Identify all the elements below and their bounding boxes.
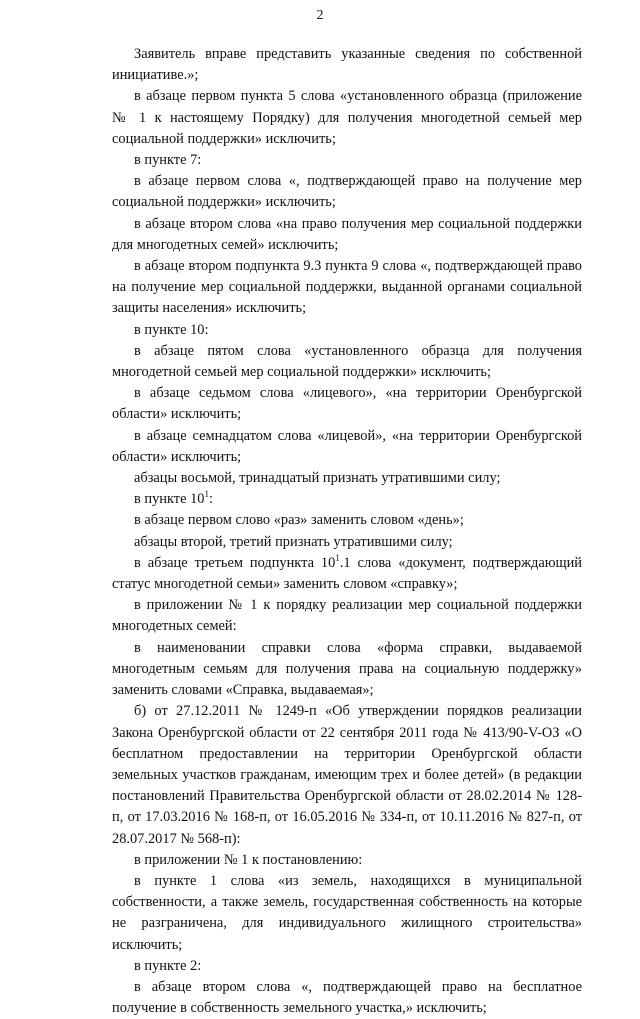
paragraph-subpoint-10-1-1: [112, 553, 582, 595]
paragraph: в пункте 1 слова «из земель, находящихся в муниципальной собственности, а также земель, государственная собственность на которые не разграничена, для индивидуального жилищного строительства» исключить;: [112, 872, 582, 953]
paragraph-text: в пункте 10: [134, 491, 205, 508]
paragraph: в абзаце седьмом слова «лицевого», «на территории Оренбургской области» исключить;: [112, 385, 582, 423]
paragraph: абзацы второй, третий признать утратившими силу;: [134, 533, 453, 550]
superscript: 1: [335, 553, 340, 564]
paragraph-text: в абзаце третьем подпункта 10: [134, 554, 336, 571]
paragraph: в абзаце первом пункта 5 слова «установленного образца (приложение № 1 к настоящему Порядку) для получения многодетной семьей мер социальной поддержки» исключить;: [112, 88, 582, 147]
paragraph: в пункте 10:: [134, 321, 209, 338]
paragraph: в абзаце втором слова «на право получения мер социальной поддержки для многодетных семей» исключить;: [112, 215, 582, 253]
paragraph: в пункте 7:: [134, 152, 202, 169]
paragraph: Заявитель вправе представить указанные сведения по собственной инициативе.»;: [112, 46, 582, 84]
paragraph-text: .1 слова «документ, подтверждающий статус многодетной семьи» заменить словом «справку»;: [112, 554, 582, 593]
paragraph: в абзаце первом слова «, подтверждающей право на получение мер социальной поддержки» исключить;: [112, 173, 582, 211]
paragraph: в абзаце первом слово «раз» заменить словом «день»;: [134, 512, 464, 529]
paragraph-text: :: [208, 491, 213, 508]
paragraph: в абзаце втором подпункта 9.3 пункта 9 слова «, подтверждающей право на получение мер социальной поддержки, выданной органами социальной защиты населения» исключить;: [112, 258, 582, 317]
paragraph: в пункте 2:: [134, 957, 202, 974]
paragraph: абзацы восьмой, тринадцатый признать утратившими силу;: [134, 470, 501, 487]
superscript: 1: [204, 489, 209, 500]
page-number: 2: [316, 8, 324, 23]
paragraph: в приложении № 1 к постановлению:: [134, 851, 363, 868]
document-body: [112, 44, 582, 1019]
paragraph: в приложении № 1 к порядку реализации мер социальной поддержки многодетных семей:: [112, 597, 582, 635]
scan-artifact: [400, 898, 560, 901]
paragraph: в абзаце семнадцатом слова «лицевой», «на территории Оренбургской области» исключить;: [112, 427, 582, 465]
paragraph: в абзаце втором слова «, подтверждающей право на бесплатное получение в собственность земельного участка,» исключить;: [112, 978, 582, 1017]
paragraph-point-10-1: [112, 489, 582, 510]
paragraph: в наименовании справки слова «форма справки, выдаваемой многодетным семьям для получения права на социальную поддержку» заменить словами «Справка, выдаваемая»;: [112, 639, 582, 699]
paragraph: б) от 27.12.2011 № 1249-п «Об утверждении порядков реализации Закона Оренбургской области от 22 сентября 2011 года № 413/90-V-ОЗ «О бесплатном предоставлении на территории Оренбургской области земельных участков гражданам, имеющим трех и более детей» (в редакции постановлений Правительства Оренбургской области от 28.02.2014 № 128-п, от 17.03.2016 № 168-п, от 16.05.2016 № 334-п, от 10.11.2016 № 827-п, от 28.07.2017 № 568-п):: [112, 703, 582, 847]
paragraph: в абзаце пятом слова «установленного образца для получения многодетной семьей мер социальной поддержки» исключить;: [112, 342, 582, 381]
